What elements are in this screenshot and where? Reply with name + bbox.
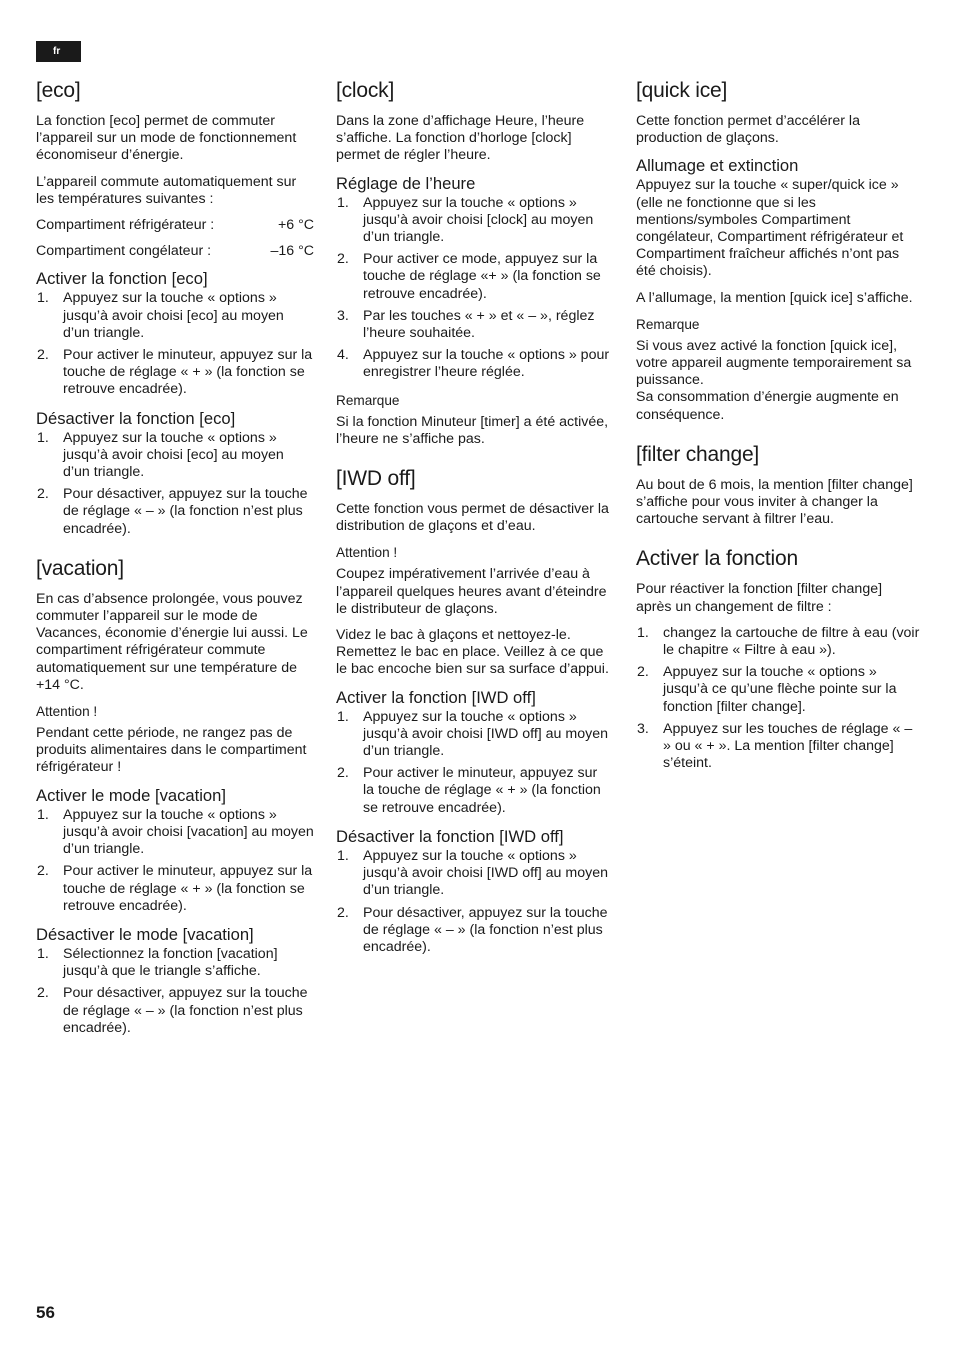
eco-intro: La fonction [eco] permet de commuter l’appareil sur un mode de fonctionnement économiseur d’énergie. <box>36 113 297 164</box>
list-item: 1. Appuyez sur la touche « options » jusqu’à avoir choisi [eco] au moyen d’un triangle. <box>37 429 284 481</box>
vacation-deactivate-heading: Désactiver le mode [vacation] <box>36 924 254 944</box>
eco-deactivate-steps <box>36 430 314 538</box>
iwd-activate-heading: Activer la fonction [IWD off] <box>336 687 536 707</box>
list-item: 2. Pour activer ce mode, appuyez sur la touche de réglage «+ » (la fonction se retrouve encadrée). <box>337 251 601 302</box>
quickice-display-text: A l’allumage, la mention [quick ice] s’affiche. <box>636 289 913 306</box>
eco-temps-intro: L’appareil commute automatiquement sur les températures suivantes : <box>36 173 297 207</box>
iwd-deactivate-steps <box>336 848 612 956</box>
eco-activate-heading: Activer la fonction [eco] <box>36 269 208 289</box>
quickice-onoff-heading: Allumage et extinction <box>636 156 799 176</box>
temp-row-fridge <box>36 217 314 234</box>
eco-activate-steps <box>36 290 314 398</box>
temp-value: –16 °C <box>270 243 314 260</box>
clock-remark-text: Si la fonction Minuteur [timer] a été activée, l’heure ne s’affiche pas. <box>336 413 609 447</box>
list-item: 2. Pour désactiver, appuyez sur la touche de réglage « – » (la fonction n’est plus encadrée). <box>37 985 308 1036</box>
vacation-activate-steps <box>36 807 314 915</box>
vacation-attention-text: Pendant cette période, ne rangez pas de produits alimentaires dans le compartiment réfrigérateur ! <box>36 725 307 776</box>
left-column <box>36 78 314 1047</box>
clock-setting-heading: Réglage de l’heure <box>336 173 476 193</box>
iwd-attention-text: Coupez impérativement l’arrivée d’eau à l’appareil quelques heures avant d’éteindre le distributeur de glaçons. <box>336 566 607 617</box>
temp-label: Compartiment congélateur : <box>36 243 212 260</box>
quickice-remark-label: Remarque <box>636 316 700 332</box>
iwd-intro: Cette fonction vous permet de désactiver la distribution de glaçons et d’eau. <box>336 501 609 535</box>
list-item: 1. Appuyez sur la touche « options » jusqu’à avoir choisi [clock] au moyen d’un triangle. <box>337 194 594 246</box>
list-item: 1. Appuyez sur la touche « options » jusqu’à avoir choisi [vacation] au moyen d’un triangle. <box>37 806 314 858</box>
eco-title: [eco] <box>36 79 81 102</box>
quickice-onoff-text: Appuyez sur la touche « super/quick ice » (elle ne fonctionne que si les mentions/symboles Compartiment congélateur, Compartiment réfrigérateur et Compartiment fraîcheur affichés n’ont pas été choisis). <box>636 177 904 280</box>
list-item: 2. Pour activer le minuteur, appuyez sur la touche de réglage « + » (la fonction se retrouve encadrée). <box>37 863 313 914</box>
filter-intro: Au bout de 6 mois, la mention [filter change] s’affiche pour vous inviter à changer la cartouche servant à filtrer l’eau. <box>636 476 913 528</box>
clock-title: [clock] <box>336 79 395 102</box>
middle-column <box>336 78 612 966</box>
clock-steps <box>336 195 612 382</box>
iwd-activate-steps <box>336 709 612 817</box>
vacation-deactivate-steps <box>36 946 314 1037</box>
quickice-remark-text2: Sa consommation d’énergie augmente en conséquence. <box>636 389 899 423</box>
page-number: 56 <box>36 1303 55 1322</box>
language-label: fr <box>53 46 61 57</box>
list-item: 2. Pour désactiver, appuyez sur la touche de réglage « – » (la fonction n’est plus encadrée). <box>337 904 608 955</box>
vacation-attention-label: Attention ! <box>36 704 98 720</box>
list-item: 2. Appuyez sur la touche « options » jusqu’à ce qu’une flèche pointe sur la fonction [filter change]. <box>637 664 897 715</box>
iwd-cleaning-text: Videz le bac à glaçons et nettoyez-le. Remettez le bac en place. Veillez à ce que le bac encoche bien sur sa surface d’appui. <box>336 627 609 678</box>
list-item: 1. changez la cartouche de filtre à eau (voir le chapitre « Filtre à eau »). <box>637 624 920 659</box>
clock-intro: Dans la zone d’affichage Heure, l’heure s’affiche. La fonction d’horloge [clock] permet de régler l’heure. <box>336 113 585 164</box>
iwd-title: [IWD off] <box>336 467 416 491</box>
quickice-title: [quick ice] <box>636 79 728 102</box>
temp-value: +6 °C <box>277 217 314 234</box>
vacation-title: [vacation] <box>36 556 124 580</box>
quickice-remark-text1: Si vous avez activé la fonction [quick ice], votre appareil augmente temporairement sa puissance. <box>636 337 912 389</box>
list-item: 1. Appuyez sur la touche « options » jusqu’à avoir choisi [IWD off] au moyen d’un triangle. <box>337 708 608 760</box>
language-tag <box>36 41 81 62</box>
list-item: 4. Appuyez sur la touche « options » pour enregistrer l’heure réglée. <box>337 347 610 381</box>
list-item: 1. Appuyez sur la touche « options » jusqu’à avoir choisi [IWD off] au moyen d’un triangle. <box>337 847 608 899</box>
activate-intro: Pour réactiver la fonction [filter change] après un changement de filtre : <box>636 581 883 615</box>
quickice-intro: Cette fonction permet d’accélérer la production de glaçons. <box>636 113 860 147</box>
eco-deactivate-heading: Désactiver la fonction [eco] <box>36 408 236 428</box>
activate-title: Activer la fonction <box>636 547 798 571</box>
list-item: 1. Sélectionnez la fonction [vacation] jusqu’à que le triangle s’affiche. <box>37 945 278 980</box>
vacation-activate-heading: Activer le mode [vacation] <box>36 785 226 805</box>
iwd-deactivate-heading: Désactiver la fonction [IWD off] <box>336 826 564 846</box>
vacation-intro: En cas d’absence prolongée, vous pouvez commuter l’appareil sur le mode de Vacances, économie d’énergie lui aussi. Le compartiment réfrigérateur commute automatiquement sur une température de +14 °C. <box>36 590 308 693</box>
list-item: 3. Appuyez sur les touches de réglage « – » ou « + ». La mention [filter change] s’éteint. <box>637 720 913 772</box>
iwd-attention-label: Attention ! <box>336 545 398 561</box>
clock-remark-label: Remarque <box>336 392 400 408</box>
activate-steps <box>636 625 920 773</box>
list-item: 2. Pour activer le minuteur, appuyez sur la touche de réglage « + » (la fonction se retrouve encadrée). <box>337 765 601 816</box>
list-item: 2. Pour désactiver, appuyez sur la touche de réglage « – » (la fonction n’est plus encadrée). <box>37 486 308 537</box>
right-column <box>636 78 920 782</box>
list-item: 1. Appuyez sur la touche « options » jusqu’à avoir choisi [eco] au moyen d’un triangle. <box>37 290 284 341</box>
temp-row-freezer <box>36 243 314 260</box>
list-item: 3. Par les touches « + » et « – », réglez l’heure souhaitée. <box>337 307 595 342</box>
filter-title: [filter change] <box>636 442 760 466</box>
list-item: 2. Pour activer le minuteur, appuyez sur la touche de réglage « + » (la fonction se retrouve encadrée). <box>37 347 313 398</box>
temp-label: Compartiment réfrigérateur : <box>36 217 215 234</box>
